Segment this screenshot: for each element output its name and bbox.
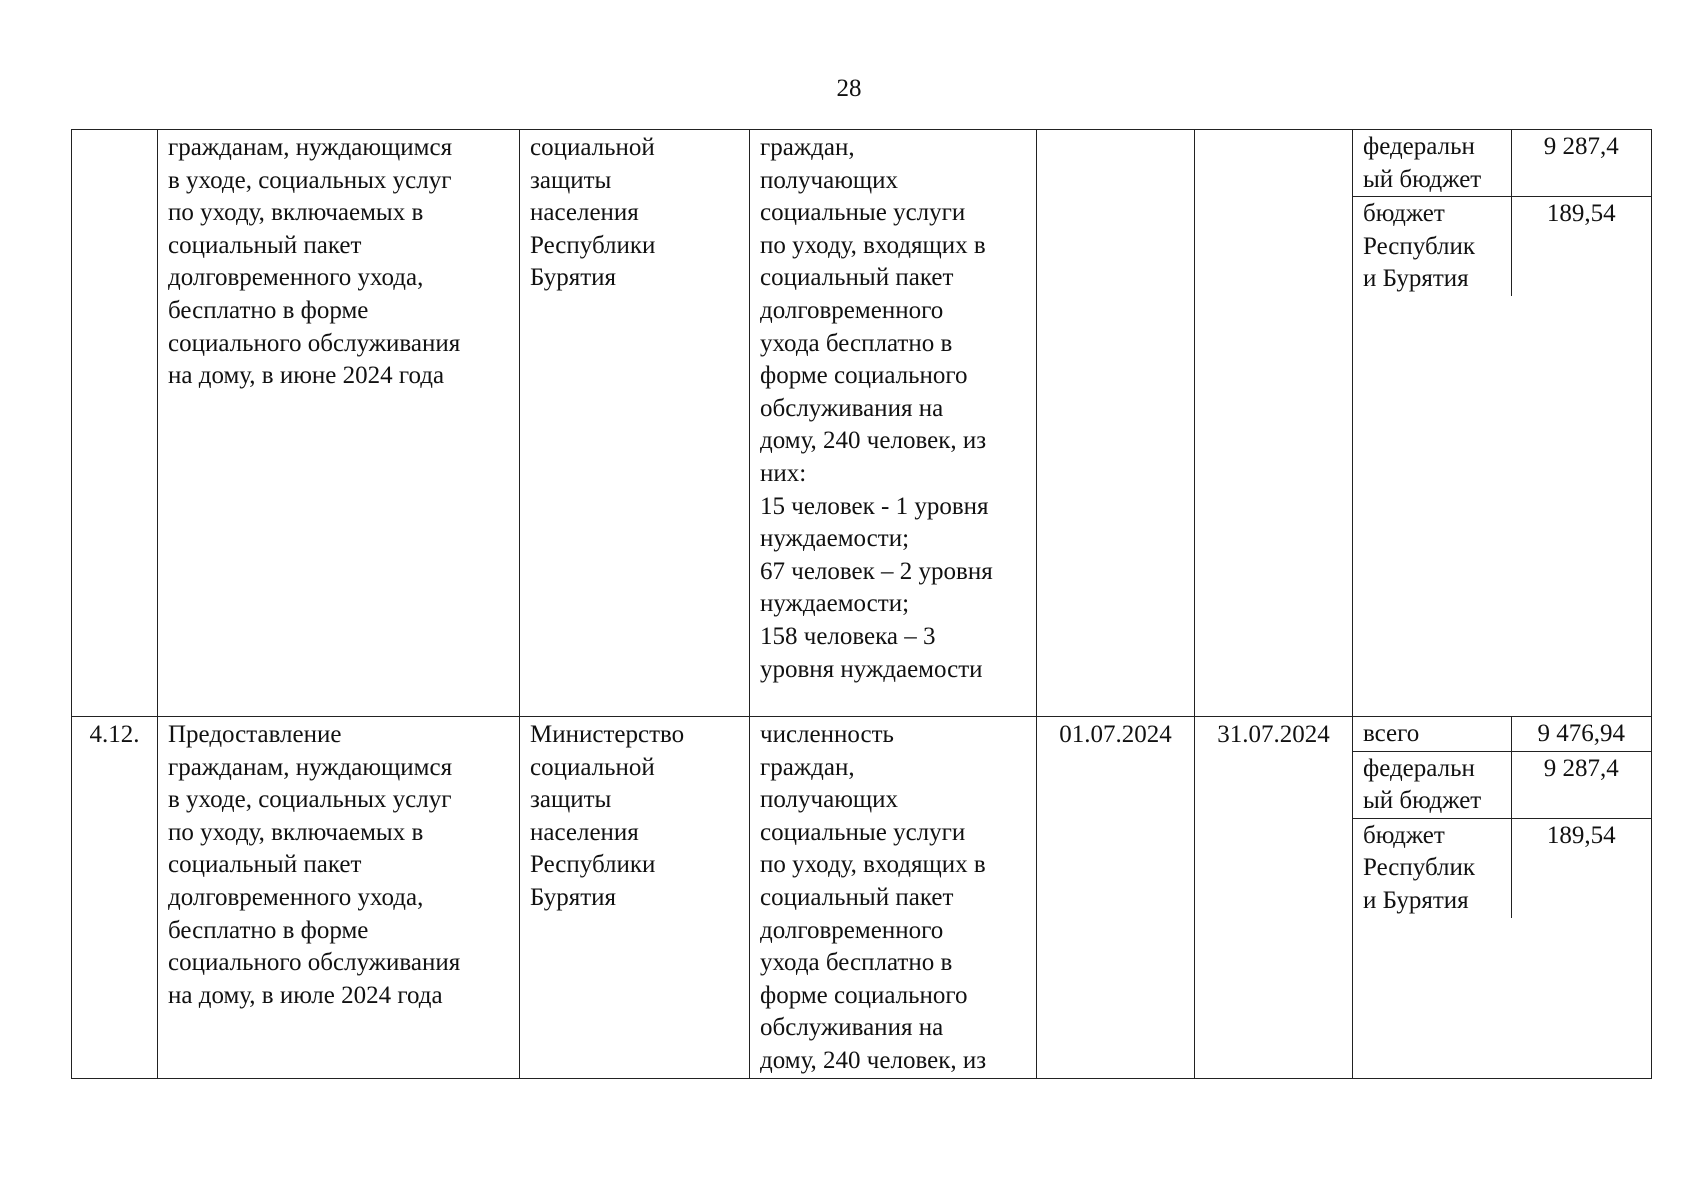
financing-source: федеральн ый бюджет (1353, 751, 1511, 818)
start-date-cell (1037, 130, 1195, 717)
financing-table (1353, 717, 1651, 918)
event-cell: Предоставление гражданам, нуждающимся в уходе, социальных услуг по уходу, включаемых в социальный пакет долговременного ухода, бесплатно в форме социального обслуживания на дому, в июле 2024 года (158, 717, 520, 1079)
table-row (72, 130, 1652, 717)
financing-source: федеральн ый бюджет (1353, 130, 1511, 197)
financing-row (1353, 751, 1651, 818)
financing-cell (1353, 130, 1652, 717)
event-cell: гражданам, нуждающимся в уходе, социальных услуг по уходу, включаемых в социальный пакет долговременного ухода, бесплатно в форме социального обслуживания на дому, в июне 2024 года (158, 130, 520, 717)
financing-amount: 189,54 (1511, 197, 1651, 296)
financing-source: бюджет Республик и Бурятия (1363, 200, 1476, 293)
page-number: 28 (836, 75, 862, 102)
financing-row (1353, 197, 1651, 296)
executor-cell: Министерство социальной защиты населения Республики Бурятия (520, 717, 750, 1079)
financing-table (1353, 130, 1651, 296)
financing-source: бюджет Республик и Бурятия (1363, 821, 1476, 914)
indicator-cell: численность граждан, получающих социальные услуги по уходу, входящих в социальный пакет долговременного ухода бесплатно в форме социального обслуживания на дому, 240 человек, из (750, 717, 1037, 1079)
financing-row (1353, 130, 1651, 197)
row-number-cell: 4.12. (72, 717, 158, 1079)
indicator-cell: граждан, получающих социальные услуги по уходу, входящих в социальный пакет долговременного ухода бесплатно в форме социального обслуживания на дому, 240 человек, из них: 15 человек - 1 уровня нуждаемости; 67 человек – 2 уровня нуждаемости; 158 человека – 3 уровня нуждаемости (750, 130, 1037, 717)
end-date-cell: 31.07.2024 (1195, 717, 1353, 1079)
row-number-cell (72, 130, 158, 717)
financing-row (1353, 717, 1651, 751)
end-date-cell (1195, 130, 1353, 717)
financing-source: всего (1353, 717, 1511, 751)
start-date-cell: 01.07.2024 (1037, 717, 1195, 1079)
financing-amount: 9 287,4 (1511, 130, 1651, 197)
plan-table (71, 129, 1652, 1079)
table-row (72, 717, 1652, 1079)
financing-amount: 9 287,4 (1511, 751, 1651, 818)
financing-amount: 9 476,94 (1511, 717, 1651, 751)
financing-row (1353, 818, 1651, 917)
financing-cell (1353, 717, 1652, 1079)
financing-amount: 189,54 (1511, 818, 1651, 917)
executor-cell: социальной защиты населения Республики Бурятия (520, 130, 750, 717)
